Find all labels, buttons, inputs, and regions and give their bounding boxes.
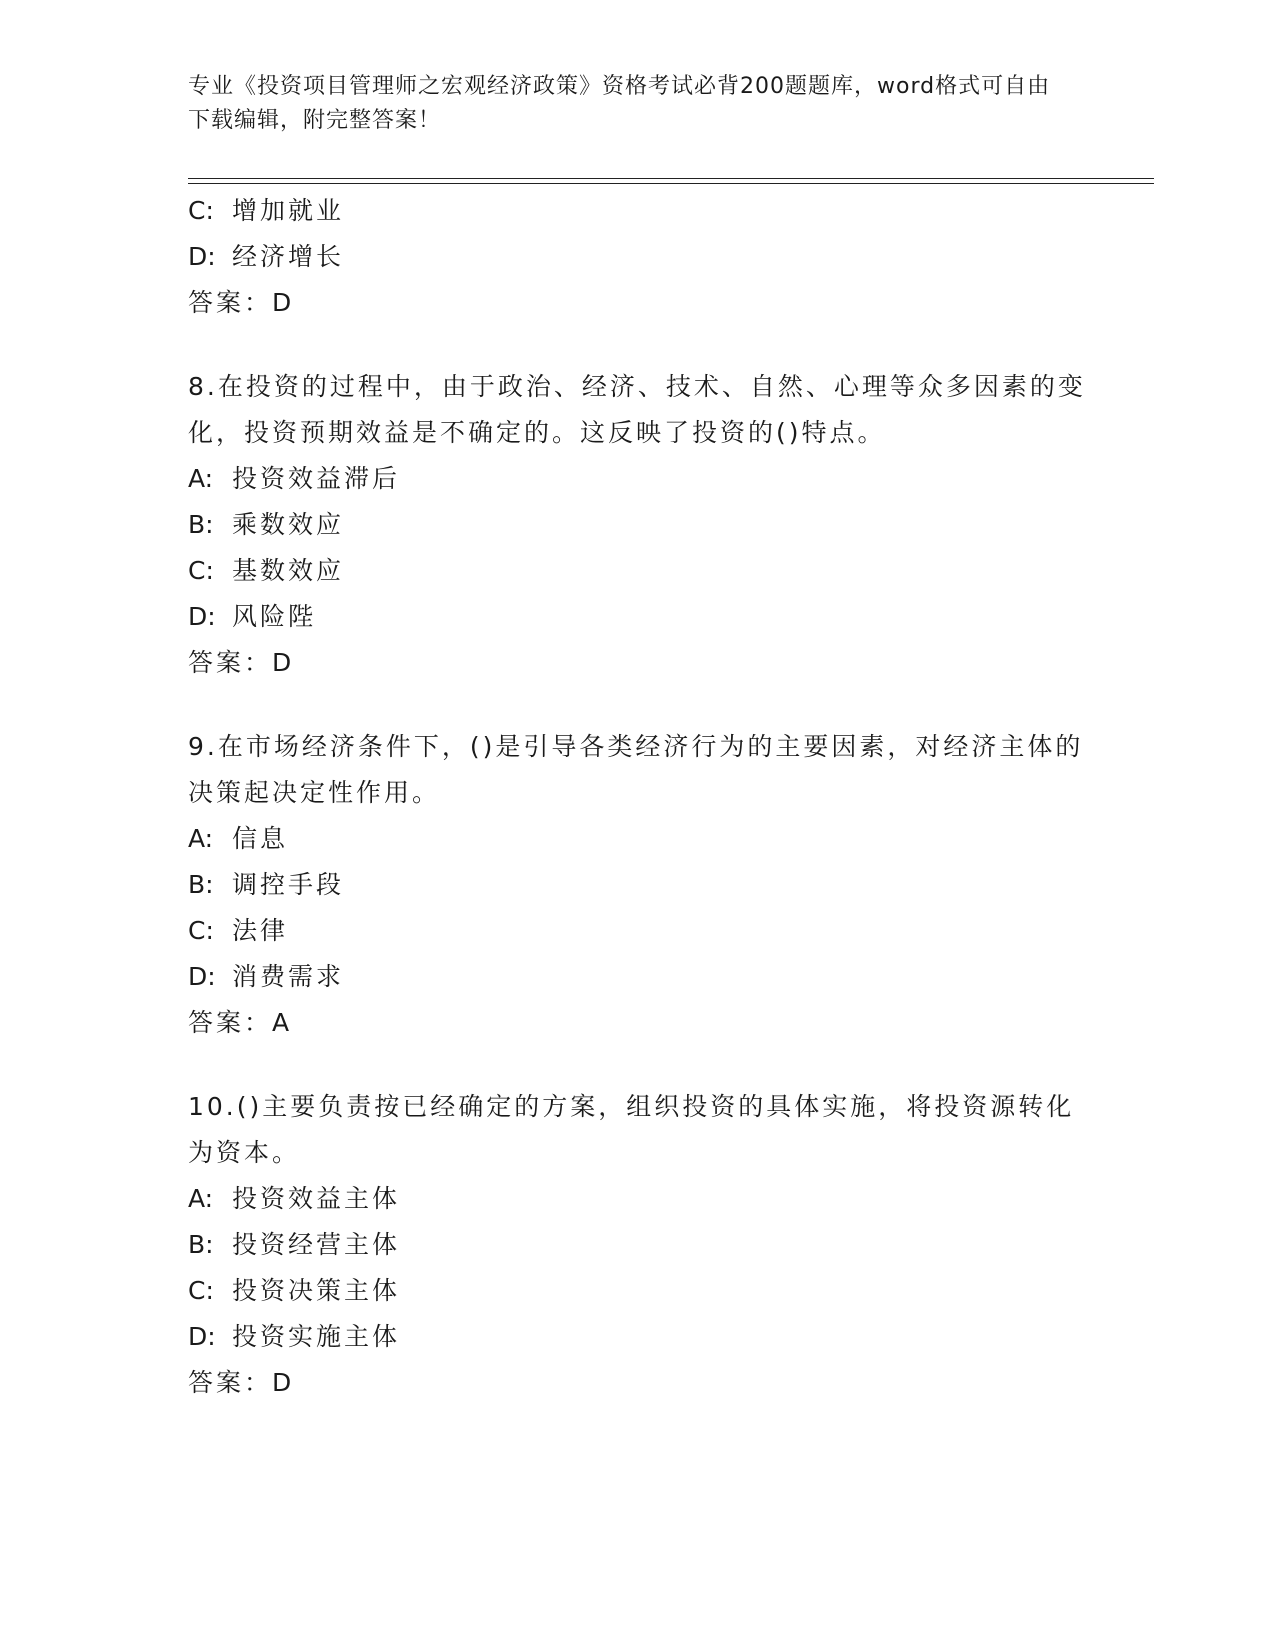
option-c: C: 投资决策主体 (188, 1276, 401, 1305)
option-c: C: 法律 (188, 916, 289, 945)
question-text: 8.在投资的过程中，由于政治、经济、技术、自然、心理等众多因素的变化，投资预期效益是不确定的。这反映了投资的()特点。 (188, 372, 1086, 447)
option-b: B: 乘数效应 (188, 510, 345, 539)
option-d: D: 经济增长 (188, 242, 345, 271)
partial-question (188, 188, 1088, 326)
option-b: B: 调控手段 (188, 870, 345, 899)
question-10 (188, 1084, 1088, 1406)
option-a: A: 投资效益滞后 (188, 464, 401, 493)
option-a: A: 信息 (188, 824, 289, 853)
header-rule-bottom (188, 183, 1154, 184)
question-list (188, 188, 1088, 1406)
answer: 答案：D (188, 288, 295, 317)
option-a: A: 投资效益主体 (188, 1184, 401, 1213)
answer: 答案：D (188, 1368, 295, 1397)
question-text: 9.在市场经济条件下，()是引导各类经济行为的主要因素，对经济主体的决策起决定性作用。 (188, 732, 1084, 807)
answer: 答案：D (188, 648, 295, 677)
document-header: 专业《投资项目管理师之宏观经济政策》资格考试必背200题题库，word格式可自由下载编辑，附完整答案！ (188, 74, 1051, 133)
option-d: D: 投资实施主体 (188, 1322, 401, 1351)
option-b: B: 投资经营主体 (188, 1230, 401, 1259)
option-d: D: 消费需求 (188, 962, 345, 991)
question-text: 10.()主要负责按已经确定的方案，组织投资的具体实施，将投资源转化为资本。 (188, 1092, 1075, 1167)
question-9 (188, 724, 1088, 1046)
question-8 (188, 364, 1088, 686)
option-c: C: 基数效应 (188, 556, 345, 585)
option-c: C: 增加就业 (188, 196, 345, 225)
answer: 答案：A (188, 1008, 293, 1037)
option-d: D: 风险陛 (188, 602, 317, 631)
header-rule-top (188, 178, 1154, 179)
